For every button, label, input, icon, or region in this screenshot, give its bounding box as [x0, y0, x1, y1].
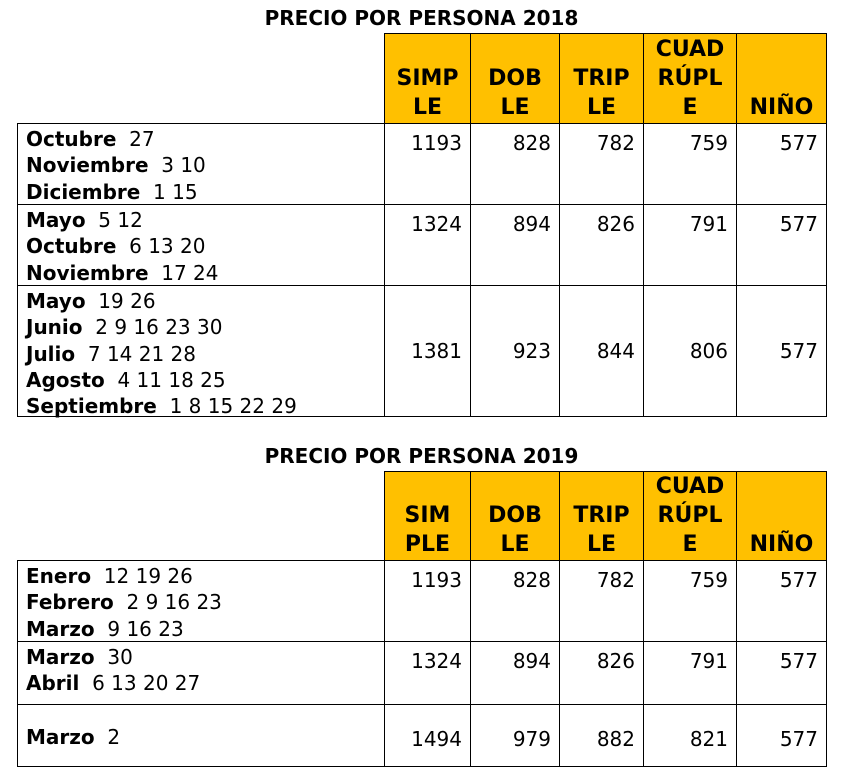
column-header: [384, 471, 471, 561]
column-header: [470, 471, 560, 561]
column-header: [736, 471, 827, 561]
price-cell: 577: [736, 704, 827, 767]
month-name: Noviembre: [26, 260, 149, 285]
price-cell: 979: [470, 704, 560, 767]
column-header-text: CUAD: [655, 37, 725, 62]
table-title: PRECIO POR PERSONA 2019: [264, 444, 579, 468]
date-line: [26, 393, 384, 419]
column-header: [643, 33, 737, 124]
column-header-text: LE: [586, 532, 617, 557]
price-cell: 791: [643, 641, 737, 705]
price-cell: 1324: [384, 641, 471, 705]
month-name: Diciembre: [26, 179, 141, 204]
column-header-text: LE: [586, 95, 617, 120]
price-cell: 791: [643, 204, 737, 286]
price-cell: 826: [559, 641, 644, 705]
date-line: [26, 152, 384, 178]
price-cell: 1381: [384, 285, 471, 417]
price-cell: 1193: [384, 560, 471, 642]
departure-days: 9 16 23: [107, 616, 184, 641]
date-line: [26, 616, 384, 642]
price-cell: 828: [470, 560, 560, 642]
departure-days: 5 12: [98, 208, 143, 232]
table-title: PRECIO POR PERSONA 2018: [264, 6, 579, 30]
column-header-text: TRIP: [573, 66, 630, 91]
month-name: Mayo: [26, 289, 86, 313]
column-header-text: LE: [500, 532, 530, 557]
departure-days: 2 9 16 23: [126, 590, 222, 615]
date-line: [26, 126, 384, 152]
price-cell: 894: [470, 204, 560, 286]
price-cell: 577: [736, 285, 827, 417]
column-header-text: DOB: [488, 66, 542, 91]
month-name: Marzo: [26, 645, 95, 669]
column-header: [559, 471, 644, 561]
column-header-text: E: [682, 95, 698, 120]
month-name: Marzo: [26, 616, 95, 641]
date-line: [26, 260, 384, 286]
column-header-text: DOB: [488, 503, 542, 528]
departure-days: 1 15: [153, 179, 198, 204]
column-header-text: RÚPL: [657, 66, 723, 91]
month-name: Febrero: [26, 590, 114, 615]
price-cell: 759: [643, 560, 737, 642]
date-line: [26, 207, 384, 233]
departure-days: 30: [107, 645, 133, 669]
month-name: Abril: [26, 671, 80, 696]
date-label-cell: [17, 285, 385, 417]
price-cell: 1193: [384, 123, 471, 205]
price-cell: 1494: [384, 704, 471, 767]
date-line: [26, 589, 384, 615]
column-header: [384, 33, 471, 124]
date-line: [26, 724, 384, 750]
departure-days: 19 26: [98, 289, 156, 313]
column-header-text: PLE: [404, 532, 451, 557]
column-header: [643, 471, 737, 561]
column-header-text: RÚPL: [657, 503, 723, 528]
date-line: [26, 644, 384, 670]
column-header-text: E: [682, 532, 698, 557]
date-line: [26, 341, 384, 367]
price-cell: 577: [736, 560, 827, 642]
date-line: [26, 314, 384, 340]
departure-days: 6 13 20: [129, 234, 206, 259]
date-label-cell: [17, 641, 385, 705]
month-name: Septiembre: [26, 394, 157, 419]
month-name: Marzo: [26, 725, 95, 750]
column-header-text: NIÑO: [749, 95, 814, 120]
price-cell: 759: [643, 123, 737, 205]
month-name: Noviembre: [26, 153, 149, 178]
date-label-cell: [17, 560, 385, 642]
price-cell: 577: [736, 123, 827, 205]
departure-days: 7 14 21 28: [87, 341, 197, 366]
date-line: [26, 670, 384, 696]
departure-days: 17 24: [161, 260, 219, 285]
date-line: [26, 179, 384, 205]
price-cell: 782: [559, 560, 644, 642]
column-header-text: SIMP: [396, 66, 459, 91]
departure-days: 12 19 26: [103, 564, 193, 588]
price-cell: 882: [559, 704, 644, 767]
price-cell: 577: [736, 641, 827, 705]
departure-days: 3 10: [161, 153, 206, 178]
date-label-cell: [17, 204, 385, 286]
month-name: Enero: [26, 564, 92, 588]
price-cell: 782: [559, 123, 644, 205]
price-cell: 894: [470, 641, 560, 705]
price-cell: 1324: [384, 204, 471, 286]
date-line: [26, 288, 384, 314]
column-header: [559, 33, 644, 124]
price-cell: 577: [736, 204, 827, 286]
date-line: [26, 563, 384, 589]
price-cell: 828: [470, 123, 560, 205]
month-name: Agosto: [26, 367, 105, 392]
price-cell: 826: [559, 204, 644, 286]
departure-days: 2: [107, 725, 121, 750]
price-cell: 806: [643, 285, 737, 417]
column-header-text: CUAD: [655, 474, 725, 499]
price-cell: 844: [559, 285, 644, 417]
column-header-text: TRIP: [573, 503, 630, 528]
month-name: Octubre: [26, 127, 117, 151]
departure-days: 1 8 15 22 29: [169, 394, 297, 419]
departure-days: 4 11 18 25: [117, 367, 226, 392]
price-cell: 821: [643, 704, 737, 767]
column-header: [470, 33, 560, 124]
column-header-text: LE: [500, 95, 530, 120]
month-name: Junio: [26, 315, 83, 340]
departure-days: 27: [129, 127, 155, 151]
departure-days: 6 13 20 27: [92, 671, 201, 696]
month-name: Mayo: [26, 208, 86, 232]
date-line: [26, 367, 384, 393]
month-name: Octubre: [26, 234, 117, 259]
date-label-cell: [17, 704, 385, 767]
date-label-cell: [17, 123, 385, 205]
month-name: Julio: [26, 341, 76, 366]
column-header-text: LE: [412, 95, 443, 120]
column-header-text: NIÑO: [749, 532, 814, 557]
departure-days: 2 9 16 23 30: [95, 315, 223, 340]
column-header-text: SIM: [404, 503, 451, 528]
date-line: [26, 233, 384, 259]
price-cell: 923: [470, 285, 560, 417]
column-header: [736, 33, 827, 124]
